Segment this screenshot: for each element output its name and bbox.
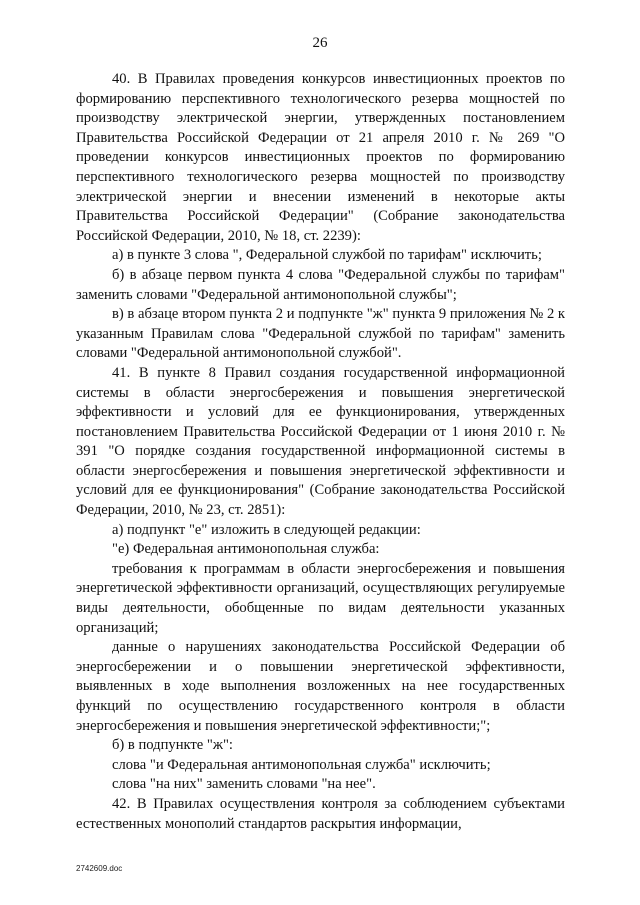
paragraph-41-b: б) в подпункте "ж": bbox=[112, 737, 233, 754]
document-footer: 2742609.doc bbox=[76, 864, 123, 873]
paragraph-41-e-requirements: требования к программам в области энергосбережения и повышения энергетической эффективности организаций, осуществляющих регулируемые виды деятельности, обобщенные по видам деятельности указанных организаций; bbox=[76, 560, 565, 636]
paragraph-41: 41. В пункте 8 Правил создания государственной информационной системы в области энергосбережения и повышения энергетической эффективности и условий для ее функционирования, утвержденных постановлением Правительства Российской Федерации от 1 июня 2010 г. № 391 "О порядке создания государственной информационной системы в области энергосбережения и повышения энергетической эффективности и условий для ее функционирования" (Собрание законодательства Российской Федерации, 2010, № 23, ст. 2851): bbox=[76, 364, 565, 519]
page-number: 26 bbox=[312, 35, 328, 51]
paragraph-41-e: "е) Федеральная антимонопольная служба: bbox=[112, 541, 380, 558]
paragraph-40: 40. В Правилах проведения конкурсов инвестиционных проектов по формированию перспективного технологического резерва мощностей по производству электрической энергии, утвержденных постановлением Правительства Российской Федерации от 21 апреля 2010 г. № 269 "О проведении конкурсов инвестиционных проектов по формированию перспективного технологического резерва мощностей по производству электрической энергии и внесении изменений в некоторые акты Правительства Российской Федерации" (Собрание законодательства Российской Федерации, 2010, № 18, ст. 2239): bbox=[76, 71, 565, 244]
paragraph-41-b-replace: слова "на них" заменить словами "на нее". bbox=[112, 776, 376, 793]
paragraph-42: 42. В Правилах осуществления контроля за соблюдением субъектами естественных монополий стандартов раскрытия информации, bbox=[76, 795, 565, 832]
paragraph-41-b-exclude: слова "и Федеральная антимонопольная служба" исключить; bbox=[112, 756, 491, 773]
paragraph-40-v: в) в абзаце втором пункта 2 и подпункте "ж" пункта 9 приложения № 2 к указанным Правилам слова "Федеральной службой по тарифам" заменить словами "Федеральной антимонопольной службой". bbox=[76, 306, 565, 362]
paragraph-41-a: а) подпункт "е" изложить в следующей редакции: bbox=[112, 521, 421, 538]
document-body bbox=[76, 70, 565, 834]
paragraph-41-e-violations: данные о нарушениях законодательства Российской Федерации об энергосбережении и о повышении энергетической эффективности, выявленных в ходе выполнения возложенных на нее государственных функций по осуществлению государственного контроля в области энергосбережения и повышения энергетической эффективности;"; bbox=[76, 639, 565, 734]
paragraph-40-b: б) в абзаце первом пункта 4 слова "Федеральной службы по тарифам" заменить словами "Федеральной антимонопольной службы"; bbox=[76, 266, 565, 303]
paragraph-40-a: а) в пункте 3 слова ", Федеральной службой по тарифам" исключить; bbox=[112, 247, 542, 264]
